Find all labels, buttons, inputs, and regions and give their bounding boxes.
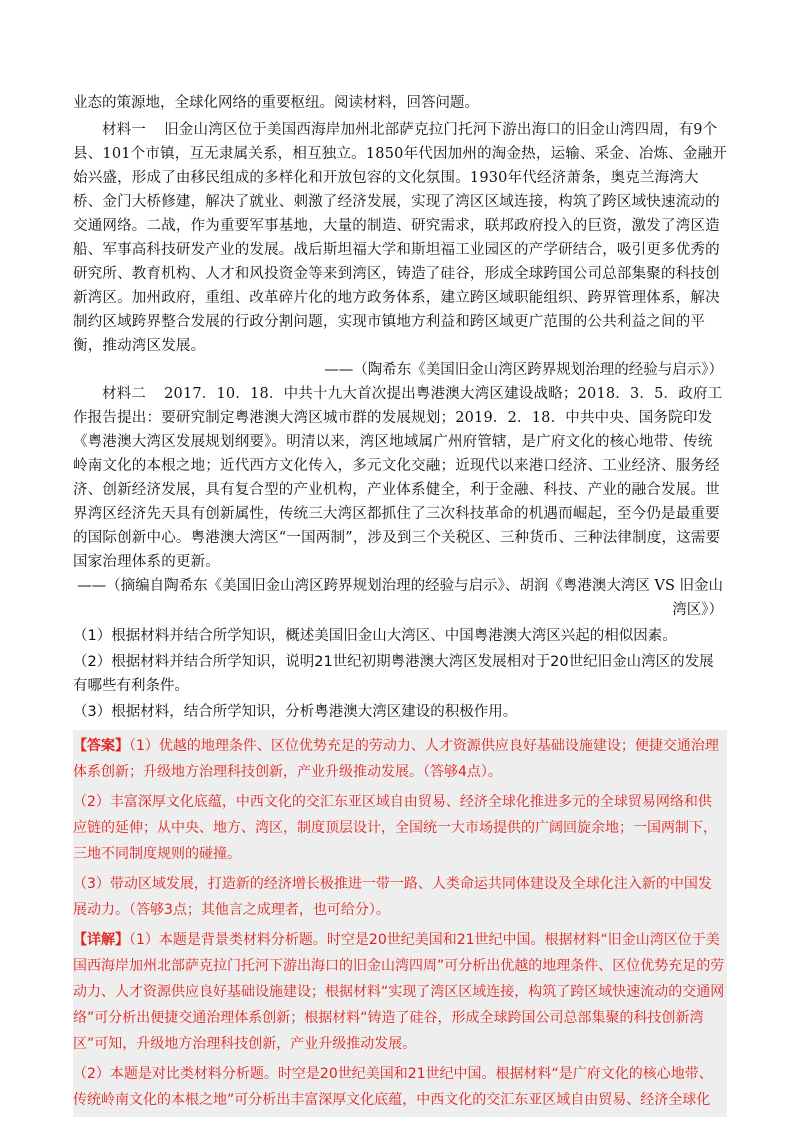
- material-two-label: 材料二: [102, 386, 147, 402]
- material-one: [73, 118, 727, 358]
- answer-part-1-text: （1）优越的地理条件、区位优势充足的劳动力、人才资源供应良好基础设施建设；便捷交通治理体系创新；升级地方治理科技创新，产业升级推动发展。（答够4点）。: [73, 738, 719, 780]
- answer-part-1: [73, 733, 725, 785]
- material-two-text: 2017．10．18．中共十九大首次提出粤港澳大湾区建设战略；2018．3．5．政府工作报告提出：要研究制定粤港澳大湾区城市群的发展规划；2019．2．18．中共中央、国务院印发《粤港澳大湾区发展规划纲要》。明清以来，湾区地域属广州府管辖，是广府文化的核心地带、传统岭南文化的本根之地；近代西方文化传入，多元文化交融；近现代以来港口经济、工业经济、服务经济、创新经济发展，具有复合型的产业机构，产业体系健全，利于金融、科技、产业的融合发展。世界湾区经济先天具有创新属性，传统三大湾区都抓住了三次科技革命的机遇而崛起，至今仍是最重要的国际创新中心。粤港澳大湾区“一国两制”，涉及到三个关税区、三种货币、三种法律制度，这需要国家治理体系的更新。: [73, 386, 723, 570]
- material-one-source: ——（陶希东《美国旧金山湾区跨界规划治理的经验与启示》）: [324, 362, 723, 378]
- question-3: （3）根据材料，结合所学知识，分析粤港澳大湾区建设的积极作用。: [73, 704, 518, 720]
- material-two: [73, 382, 727, 574]
- answer-block: [73, 730, 727, 1117]
- answer-part-3: （3）带动区域发展，打造新的经济增长极推进一带一路、人类命运共同体建设及全球化注入新的中国发展动力。（答够3点；其他言之成理者，也可给分）。: [73, 876, 712, 918]
- answer-tag: 【答案】: [73, 738, 129, 754]
- detail-part-2: （2）本题是对比类材料分析题。时空是20世纪美国和21世纪中国。根据材料“是广府文化的核心地带、传统岭南文化的本根之地”可分析出丰富深厚文化底蕴，中西文化的交汇东亚区域自由贸易、经济全球化: [73, 1066, 713, 1108]
- intro-line: 业态的策源地，全球化网络的重要枢纽。阅读材料，回答问题。: [73, 95, 479, 111]
- detail-tag: 【详解】: [73, 932, 129, 948]
- material-one-text: 旧金山湾区位于美国西海岸加州北部萨克拉门托河下游出海口的旧金山湾四周，有9个县、101个市镇，互无隶属关系，相互独立。1850年代因加州的淘金热，运输、采金、冶炼、金融开始兴盛，形成了由移民组成的多样化和开放包容的文化氛围。1930年代经济萧条，奥克兰海湾大桥、金门大桥修建，解决了就业、刺激了经济发展，实现了湾区区域连接，构筑了跨区域快速流动的交通网络。二战，作为重要军事基地，大量的制造、研究需求，联邦政府投入的巨资，激发了湾区造船、军事高科技研发产业的发展。战后斯坦福大学和斯坦福工业园区的产学研结合，吸引更多优秀的研究所、教育机构、人才和风投资金等来到湾区，铸造了硅谷，形成全球跨国公司总部集聚的科技创新湾区。加州政府，重组、改革碎片化的地方政务体系，建立跨区域职能组织、跨界管理体系，解决制约区域跨界整合发展的行政分割问题，实现市镇地方利益和跨区域更广范围的公共利益之间的平衡，推动湾区发展。: [73, 122, 727, 354]
- material-two-source: ——（摘编自陶希东《美国旧金山湾区跨界规划治理的经验与启示》、胡润《粤港澳大湾区 VS 旧金山湾区》）: [77, 578, 723, 618]
- question-1: （1）根据材料并结合所学知识，概述美国旧金山大湾区、中国粤港澳大湾区兴起的相似因素。: [73, 628, 677, 644]
- detail-part-1-text: （1）本题是背景类材料分析题。时空是20世纪美国和21世纪中国。根据材料“旧金山湾区位于美国西海岸加州北部萨克拉门托河下游出海口的旧金山湾四周”可分析出优越的地理条件、区位优势充足的劳动力、人才资源供应良好基础设施建设；根据材料“实现了湾区区域连接，构筑了跨区域快速流动的交通网络”可分析出便捷交通治理体系创新；根据材料“铸造了硅谷，形成全球跨国公司总部集聚的科技创新湾区”可知，升级地方治理科技创新，产业升级推动发展。: [73, 932, 725, 1052]
- material-one-label: 材料一: [102, 122, 147, 138]
- detail-part-1: [73, 927, 725, 1057]
- answer-part-2: （2）丰富深厚文化底蕴，中西文化的交汇东亚区域自由贸易、经济全球化推进多元的全球贸易网络和供应链的延伸；从中央、地方、湾区，制度顶层设计，全国统一大市场提供的广阔回旋余地；一国两制下，三地不同制度规则的碰撞。: [73, 794, 717, 862]
- document-content: [73, 93, 727, 1117]
- question-2: （2）根据材料并结合所学知识，说明21世纪初期粤港澳大湾区发展相对于20世纪旧金山湾区的发展有哪些有利条件。: [73, 654, 714, 694]
